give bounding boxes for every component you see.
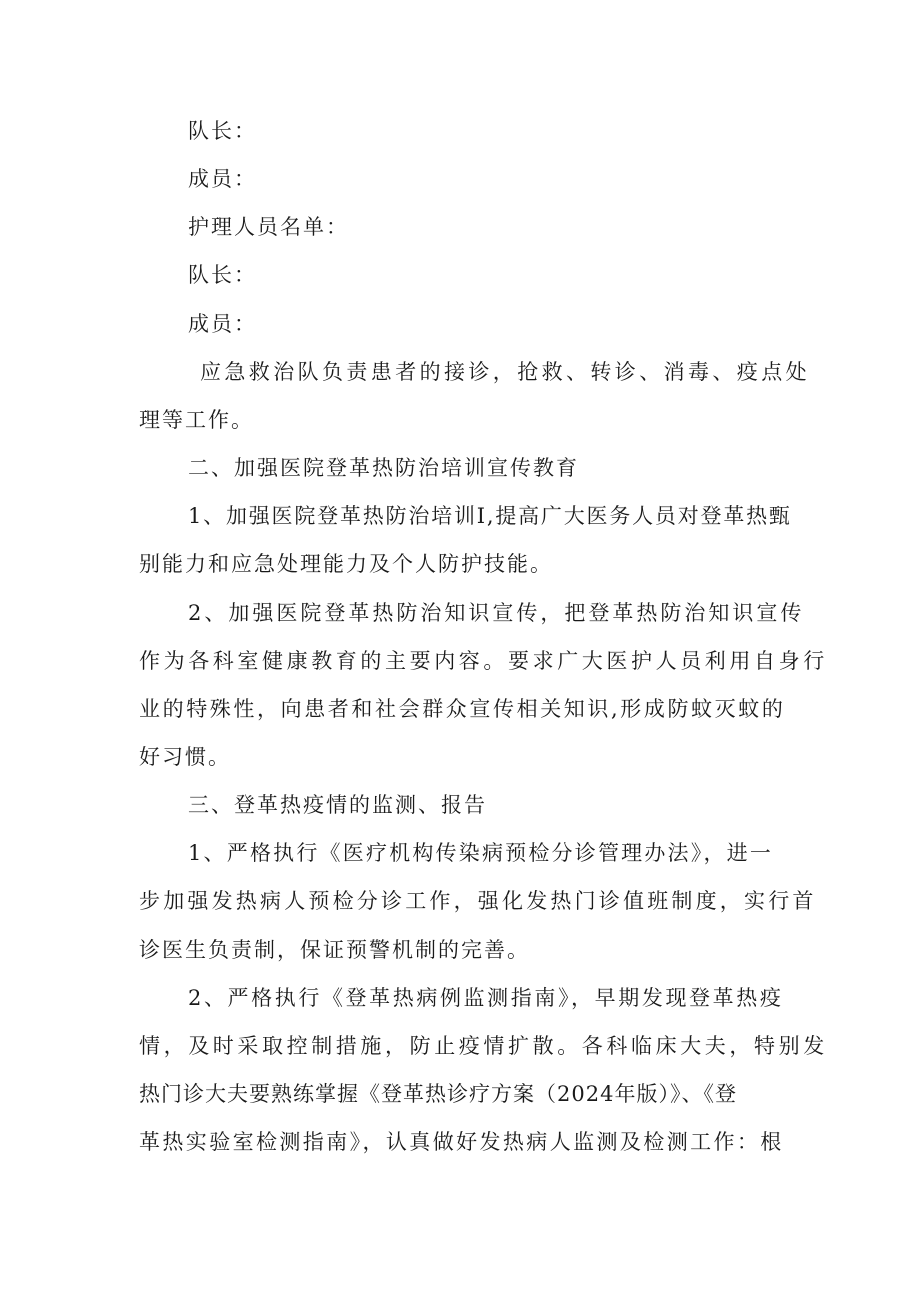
text-line: 理等工作。	[139, 408, 254, 432]
text-line: 步加强发热病人预检分诊工作，强化发热门诊值班制度，实行首	[139, 889, 817, 913]
text-line: 2、严格执行《登革热病例监测指南》，早期发现登革热疫	[188, 986, 784, 1010]
text-line: 2、加强医院登革热防治知识宣传，把登革热防治知识宣传	[188, 601, 805, 625]
section-heading: 三、登革热疫情的监测、报告	[188, 793, 487, 817]
text-line: 革热实验室检测指南》，认真做好发热病人监测及检测工作：根	[139, 1130, 784, 1154]
text-line: 护理人员名单：	[188, 215, 349, 239]
section-heading: 二、加强医院登革热防治培训宣传教育	[188, 456, 579, 480]
text-line: 1、加强医院登革热防治培训I,提高广大医务人员对登革热甄	[188, 504, 792, 528]
text-line: 好习惯。	[139, 745, 231, 769]
text-line: 别能力和应急处理能力及个人防护技能。	[139, 552, 553, 576]
text-line: 作为各科室健康教育的主要内容。要求广大医护人员利用自身行	[139, 649, 828, 673]
text-line: 队长：	[188, 263, 257, 287]
text-line: 队长：	[188, 119, 257, 143]
text-line: 诊医生负责制，保证预警机制的完善。	[139, 938, 530, 962]
text-line: 热门诊大夫要熟练掌握《登革热诊疗方案（2024年版）》、《登	[139, 1082, 737, 1106]
text-line: 应急救治队负责患者的接诊，抢救、转诊、消毒、疫点处	[200, 360, 810, 384]
text-line: 成员：	[188, 167, 257, 191]
text-line: 情，及时采取控制措施，防止疫情扩散。各科临床大夫，特别发	[139, 1034, 828, 1058]
text-line: 成员：	[188, 312, 257, 336]
text-line: 1、严格执行《医疗机构传染病预检分诊管理办法》，进一	[188, 841, 774, 865]
text-line: 业的特殊性，向患者和社会群众宣传相关知识,形成防蚊灭蚊的	[139, 697, 786, 721]
